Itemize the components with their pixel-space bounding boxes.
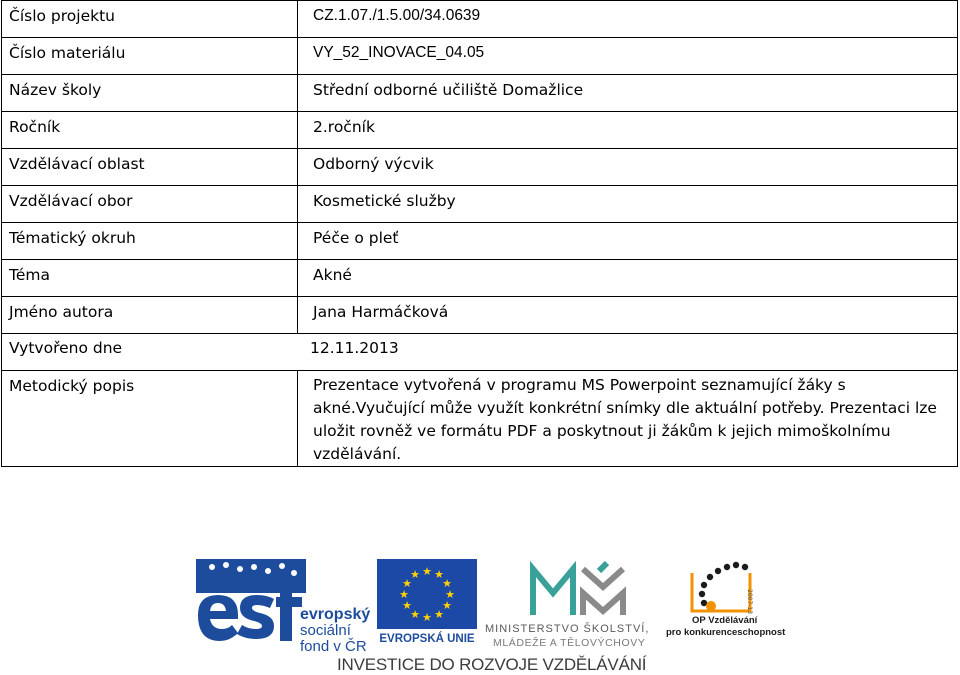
project-info-table (1, 0, 958, 467)
table-row (2, 1, 958, 38)
msmt-line2: MLÁDEŽE A TĚLOVÝCHOVY (493, 637, 646, 649)
table-row (2, 38, 958, 75)
op-mark-icon (664, 559, 779, 615)
created-label: Vytvořeno dne (9, 339, 123, 357)
row-value: Odborný výcvik (298, 149, 958, 186)
esf-logo (196, 559, 376, 655)
svg-text:★: ★ (402, 599, 412, 612)
created-cell (2, 334, 958, 371)
svg-text:★: ★ (442, 599, 452, 612)
row-label: Ročník (2, 112, 298, 149)
table-row (2, 75, 958, 112)
table-row (2, 223, 958, 260)
row-value: 2.ročník (298, 112, 958, 149)
eu-logo (377, 559, 477, 649)
op-line1: OP Vzdělávání (692, 615, 758, 626)
msmt-mark-icon (483, 559, 660, 621)
table-row-created (2, 334, 958, 371)
eu-flag-icon (377, 559, 477, 629)
table-row (2, 149, 958, 186)
msmt-line1: MINISTERSTVO ŠKOLSTVÍ, (485, 623, 650, 635)
row-value: VY_52_INOVACE_04.05 (298, 38, 958, 75)
row-value: Kosmetické služby (298, 186, 958, 223)
row-label: Tématický okruh (2, 223, 298, 260)
msmt-logo (483, 559, 660, 649)
row-value: Střední odborné učiliště Domažlice (298, 75, 958, 112)
table-row (2, 112, 958, 149)
svg-text:★: ★ (402, 577, 412, 590)
table-row (2, 186, 958, 223)
row-label: Jméno autora (2, 297, 298, 334)
esf-line2: sociální (300, 622, 351, 639)
row-value: Akné (298, 260, 958, 297)
table-row (2, 297, 958, 334)
op-logo (664, 559, 786, 649)
row-label: Číslo projektu (2, 1, 298, 38)
row-value: CZ.1.07./1.5.00/34.0639 (298, 1, 958, 38)
svg-text:★: ★ (434, 568, 444, 581)
funding-logos (0, 545, 960, 675)
eu-label: EVROPSKÁ UNIE (379, 633, 475, 645)
esf-line1: evropský (300, 606, 371, 623)
esf-mark-icon (196, 559, 306, 649)
svg-text:★: ★ (410, 608, 420, 621)
esf-line3: fond v ČR (300, 638, 367, 655)
table-row-description (2, 371, 958, 467)
svg-text:★: ★ (445, 588, 455, 601)
svg-text:★: ★ (399, 588, 409, 601)
svg-text:2007-13: 2007-13 (746, 589, 753, 615)
table-row (2, 260, 958, 297)
op-line2: pro konkurenceschopnost (666, 627, 786, 638)
svg-text:★: ★ (434, 608, 444, 621)
row-value: Péče o pleť (298, 223, 958, 260)
row-value: Jana Harmáčková (298, 297, 958, 334)
row-label: Téma (2, 260, 298, 297)
svg-text:★: ★ (442, 577, 452, 590)
description-text: Prezentace vytvořená v programu MS Powerpoint seznamující žáky s akné.Vyučující může využít konkrétní snímky dle aktuální potřeby. Prezentaci lze uložit rovněž ve formátu PDF a poskytnout ji žákům k jejich mimoškolnímu vzdělávání. (298, 371, 958, 467)
svg-text:★: ★ (410, 568, 420, 581)
row-label: Číslo materiálu (2, 38, 298, 75)
investment-tagline: INVESTICE DO ROZVOJE VZDĚLÁVÁNÍ (337, 655, 647, 674)
description-label: Metodický popis (2, 371, 298, 467)
row-label: Vzdělávací obor (2, 186, 298, 223)
esf-text (300, 607, 370, 655)
row-label: Název školy (2, 75, 298, 112)
svg-text:★: ★ (422, 565, 432, 578)
created-date: 12.11.2013 (310, 339, 399, 357)
row-label: Vzdělávací oblast (2, 149, 298, 186)
svg-text:★: ★ (422, 611, 432, 624)
